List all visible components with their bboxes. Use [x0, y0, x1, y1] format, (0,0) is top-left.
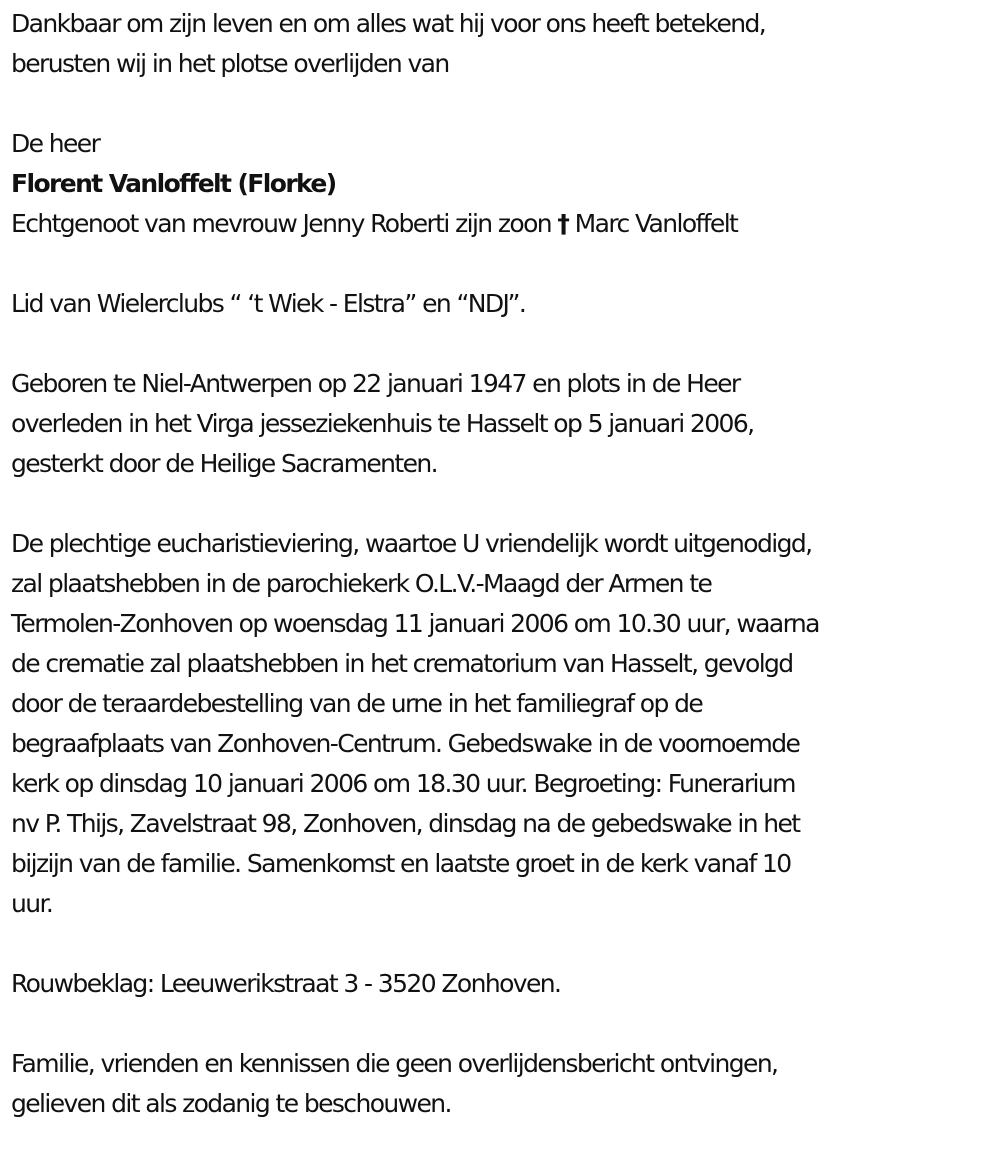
ceremony-line: Termolen-Zonhoven op woensdag 11 januari 2006 om 10.30 uur, waarna	[11, 609, 819, 638]
spouse-text: Echtgenoot van mevrouw Jenny Roberti zijn zoon	[11, 209, 558, 238]
paragraph-gap	[11, 1004, 996, 1044]
salutation: De heer	[11, 129, 100, 158]
paragraph-gap	[11, 84, 996, 124]
ceremony-line: zal plaatshebben in de parochiekerk O.L.V.-Maagd der Armen te	[11, 569, 712, 598]
ceremony-line: de crematie zal plaatshebben in het crematorium van Hasselt, gevolgd	[11, 649, 793, 678]
ceremony-line: uur.	[11, 889, 53, 918]
intro-line-1: Dankbaar om zijn leven en om alles wat hij voor ons heeft betekend,	[11, 9, 766, 38]
intro-line-2: berusten wij in het plotse overlijden van	[11, 49, 449, 78]
ceremony-line: kerk op dinsdag 10 januari 2006 om 18.30 uur. Begroeting: Funerarium	[11, 769, 795, 798]
birth-death-line: overleden in het Virga jesseziekenhuis te Hasselt op 5 januari 2006,	[11, 409, 754, 438]
paragraph-gap	[11, 484, 996, 524]
condolence-address: Rouwbeklag: Leeuwerikstraat 3 - 3520 Zonhoven.	[11, 969, 561, 998]
deceased-name: Florent Vanloffelt (Florke)	[11, 169, 336, 198]
ceremony-line: begraafplaats van Zonhoven-Centrum. Gebedswake in de voornoemde	[11, 729, 800, 758]
paragraph-gap	[11, 244, 996, 284]
son-name: Marc Vanloffelt	[568, 209, 738, 238]
ceremony-line: door de teraardebestelling van de urne in het familiegraf op de	[11, 689, 703, 718]
ceremony-line: bijzijn van de familie. Samenkomst en laatste groet in de kerk vanaf 10	[11, 849, 791, 878]
birth-death-line: Geboren te Niel-Antwerpen op 22 januari 1947 en plots in de Heer	[11, 369, 740, 398]
spouse-line	[11, 204, 996, 244]
birth-death-line: gesterkt door de Heilige Sacramenten.	[11, 449, 437, 478]
paragraph-gap	[11, 924, 996, 964]
ceremony-line: nv P. Thijs, Zavelstraat 98, Zonhoven, dinsdag na de gebedswake in het	[11, 809, 800, 838]
paragraph-gap	[11, 324, 996, 364]
closing-line: gelieven dit als zodanig te beschouwen.	[11, 1089, 451, 1118]
cross-icon: †	[557, 209, 569, 238]
closing-line: Familie, vrienden en kennissen die geen overlijdensbericht ontvingen,	[11, 1049, 778, 1078]
membership-line: Lid van Wielerclubs “ ‘t Wiek - Elstra” en “NDJ”.	[11, 289, 526, 318]
ceremony-line: De plechtige eucharistieviering, waartoe U vriendelijk wordt uitgenodigd,	[11, 529, 812, 558]
obituary-text	[11, 4, 996, 1124]
